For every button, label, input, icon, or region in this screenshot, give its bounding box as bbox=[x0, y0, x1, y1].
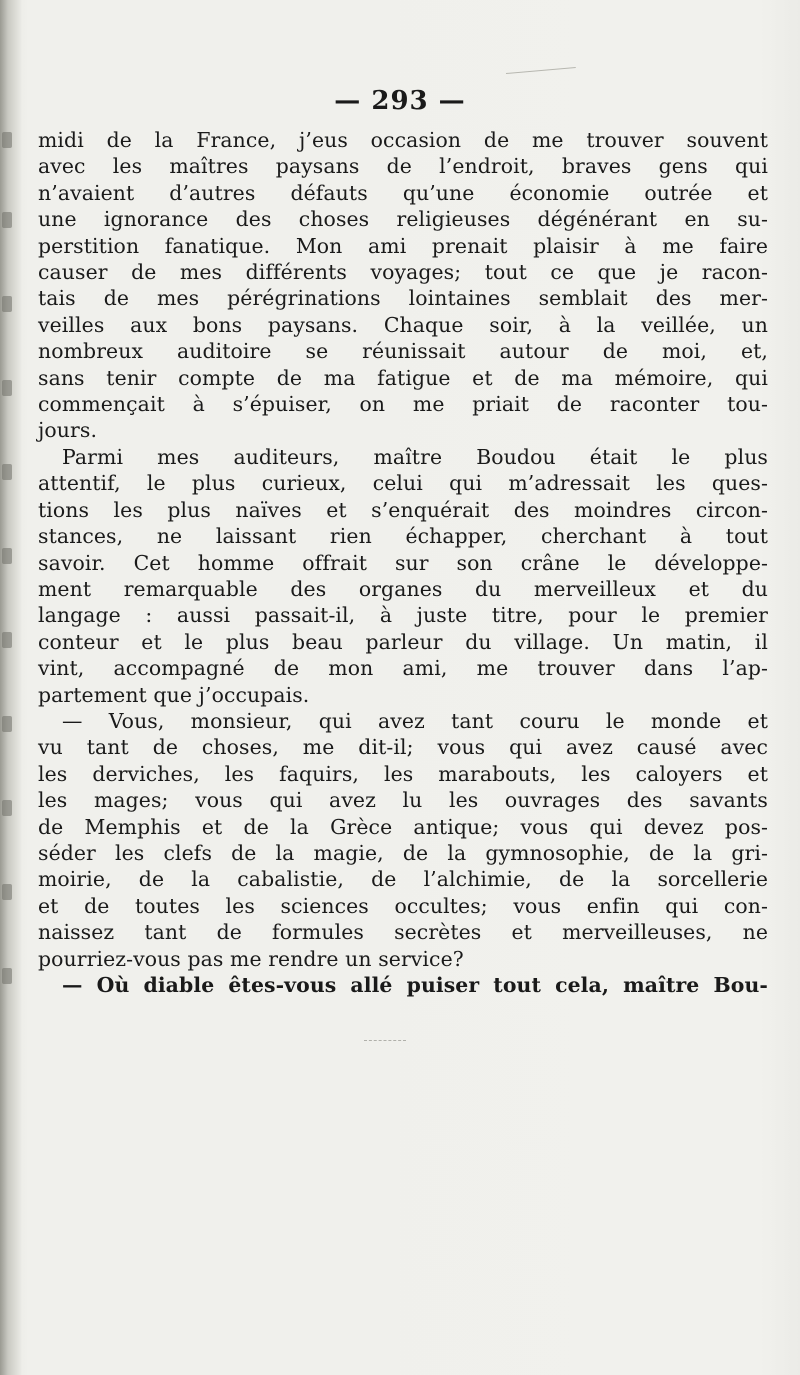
text-line: Parmi mes auditeurs, maître Boudou était le plus bbox=[62, 444, 768, 469]
text-line: séder les clefs de la magie, de la gymnosophie, de la gri- bbox=[38, 840, 768, 865]
ink-scratch bbox=[506, 67, 576, 77]
text-line: vint, accompagné de mon ami, me trouver dans l’ap- bbox=[38, 656, 768, 681]
text-line: savoir. Cet homme offrait sur son crâne le développe- bbox=[38, 550, 768, 575]
text-line: tions les plus naïves et s’enquérait des moindres circon- bbox=[38, 497, 768, 522]
binding-mark bbox=[2, 132, 12, 148]
binding-edge bbox=[0, 0, 22, 1375]
binding-mark bbox=[2, 380, 12, 396]
text-line: les mages; vous qui avez lu les ouvrages des savants bbox=[38, 788, 768, 813]
text-line: sans tenir compte de ma fatigue et de ma mémoire, qui bbox=[38, 365, 768, 390]
text-line: de Memphis et de la Grèce antique; vous qui devez pos- bbox=[38, 814, 768, 839]
text-line: n’avaient d’autres défauts qu’une économie outrée et bbox=[38, 180, 768, 205]
text-line: avec les maîtres paysans de l’endroit, braves gens qui bbox=[38, 154, 768, 179]
text-line: jours. bbox=[38, 418, 98, 443]
text-line: — Vous, monsieur, qui avez tant couru le monde et bbox=[62, 708, 768, 733]
text-line: attentif, le plus curieux, celui qui m’adressait les ques- bbox=[38, 471, 768, 496]
text-line: ment remarquable des organes du merveilleux et du bbox=[38, 576, 768, 601]
text-line: perstition fanatique. Mon ami prenait plaisir à me faire bbox=[38, 233, 768, 258]
binding-mark bbox=[2, 464, 12, 480]
binding-mark bbox=[2, 968, 12, 984]
binding-mark bbox=[2, 632, 12, 648]
binding-mark bbox=[2, 884, 12, 900]
text-line: tais de mes pérégrinations lointaines semblait des mer- bbox=[38, 286, 768, 311]
text-line: langage : aussi passait-il, à juste titre, pour le premier bbox=[38, 603, 768, 628]
binding-mark bbox=[2, 296, 12, 312]
binding-mark bbox=[2, 800, 12, 816]
text-line: partement que j’occupais. bbox=[38, 682, 310, 707]
page-number: — 293 — bbox=[334, 86, 466, 116]
text-line: nombreux auditoire se réunissait autour de moi, et, bbox=[38, 339, 768, 364]
binding-mark bbox=[2, 548, 12, 564]
text-line: causer de mes différents voyages; tout ce que je racon- bbox=[38, 260, 768, 285]
text-line: — Où diable êtes-vous allé puiser tout cela, maître Bou- bbox=[62, 973, 768, 997]
text-line: commençait à s’épuiser, on me priait de raconter tou- bbox=[38, 392, 768, 417]
text-line: veilles aux bons paysans. Chaque soir, à la veillée, un bbox=[38, 312, 768, 337]
text-line: conteur et le plus beau parleur du village. Un matin, il bbox=[38, 629, 768, 654]
text-line: naissez tant de formules secrètes et merveilleuses, ne bbox=[38, 920, 768, 945]
binding-mark bbox=[2, 716, 12, 732]
text-line: les derviches, les faquirs, les marabouts, les caloyers et bbox=[38, 761, 768, 786]
text-line: moirie, de la cabalistie, de l’alchimie, de la sorcellerie bbox=[38, 867, 768, 892]
text-line: stances, ne laissant rien échapper, cherchant à tout bbox=[38, 524, 768, 549]
body-text bbox=[38, 127, 768, 998]
ink-mark bbox=[364, 1040, 406, 1043]
text-line: midi de la France, j’eus occasion de me trouver souvent bbox=[38, 128, 768, 152]
text-line: vu tant de choses, me dit-il; vous qui avez causé avec bbox=[38, 735, 768, 760]
binding-mark bbox=[2, 212, 12, 228]
text-line: pourriez-vous pas me rendre un service? bbox=[38, 946, 464, 971]
text-line: une ignorance des choses religieuses dégénérant en su- bbox=[38, 207, 768, 232]
text-line: et de toutes les sciences occultes; vous enfin qui con- bbox=[38, 893, 768, 918]
